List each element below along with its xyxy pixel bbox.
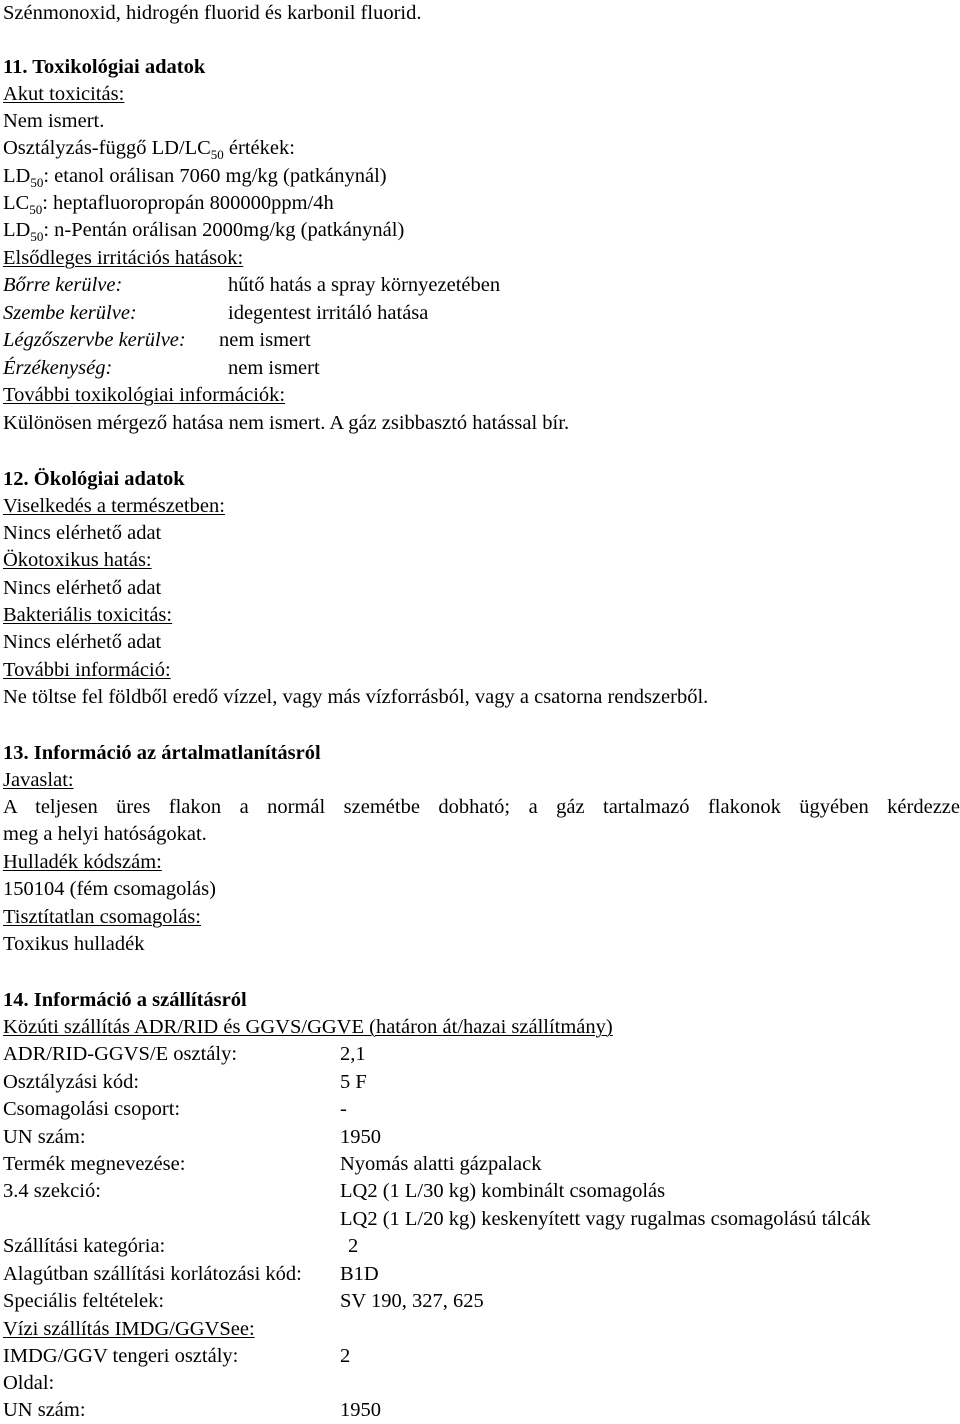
transport-row-value: Nyomás alatti gázpalack (340, 1153, 542, 1175)
transport-row-label: Termék megnevezése: (3, 1153, 186, 1175)
transport-row (3, 1178, 958, 1205)
transport-row-value: 2 (348, 1235, 359, 1257)
skin-label: Bőrre kerülve: (3, 274, 123, 296)
classification-subscript: 50 (210, 147, 224, 162)
section-14-heading: 14. Információ a szállításról (3, 989, 247, 1011)
bacterial-value: Nincs elérhető adat (3, 631, 162, 653)
transport-row-label: Alagútban szállítási korlátozási kód: (3, 1263, 302, 1285)
uncleaned-packaging-value: Toxikus hulladék (3, 933, 145, 955)
ld50-pentane-line (3, 217, 404, 244)
transport-row-value: LQ2 (1 L/20 kg) keskenyített vagy rugalmas csomagolású tálcák (340, 1208, 871, 1230)
transport-row (3, 1206, 958, 1233)
transport-row (3, 1069, 958, 1096)
ld50-label: LD (3, 219, 31, 241)
ld50-ethanol-value: : etanol orálisan 7060 mg/kg (patkánynál) (43, 165, 387, 187)
classification-text: Osztályzás-függő LD/LC (3, 137, 211, 159)
sea-transport-label: Vízi szállítás IMDG/GGVSee: (3, 1318, 255, 1340)
imdg-class-value: 2 (340, 1345, 351, 1367)
un-number-row (3, 1397, 958, 1424)
sensitivity-label: Érzékenység: (3, 357, 113, 379)
ld50-subscript: 50 (30, 175, 44, 190)
ld50-ethanol-line (3, 163, 387, 190)
section-11-heading: 11. Toxikológiai adatok (3, 56, 206, 78)
transport-row-label: UN szám: (3, 1126, 86, 1148)
transport-row-label: Speciális feltételek: (3, 1290, 165, 1312)
ld50-pentane-value: : n-Pentán orálisan 2000mg/kg (patkánynál) (43, 219, 405, 241)
skin-row (3, 272, 958, 299)
un-number-value: 1950 (340, 1399, 381, 1421)
sensitivity-value: nem ismert (228, 357, 320, 379)
transport-row (3, 1124, 958, 1151)
skin-value: hűtő hatás a spray környezetében (228, 274, 501, 296)
transport-row-value: LQ2 (1 L/30 kg) kombinált csomagolás (340, 1180, 666, 1202)
lc50-value: : heptafluoropropán 800000ppm/4h (42, 192, 334, 214)
further-tox-value: Különösen mérgező hatása nem ismert. A gáz zsibbasztó hatással bír. (3, 412, 570, 434)
uncleaned-packaging-label: Tisztítatlan csomagolás: (3, 906, 201, 928)
lc50-subscript: 50 (29, 202, 43, 217)
eye-label: Szembe kerülve: (3, 302, 137, 324)
classification-line (3, 135, 295, 162)
ld50-label: LD (3, 165, 31, 187)
lc50-line (3, 190, 334, 217)
un-number-label: UN szám: (3, 1399, 86, 1421)
transport-row-value: SV 190, 327, 625 (340, 1290, 484, 1312)
intro-line: Szénmonoxid, hidrogén fluorid és karbonil fluorid. (3, 2, 422, 24)
transport-row (3, 1233, 958, 1260)
respiratory-row (3, 327, 958, 354)
ecotox-label: Ökotoxikus hatás: (3, 549, 152, 571)
page-label: Oldal: (3, 1372, 55, 1394)
transport-row-label: Szállítási kategória: (3, 1235, 166, 1257)
transport-row (3, 1041, 958, 1068)
transport-row (3, 1261, 958, 1288)
transport-row-value: B1D (340, 1263, 379, 1285)
transport-row-value: 5 F (340, 1071, 367, 1093)
respiratory-value: nem ismert (219, 329, 311, 351)
proposal-line-1: A teljesen üres flakon a normál szemétbe dobható; a gáz tartalmazó flakonok ügyében kérdezze (3, 796, 960, 818)
classification-text-end: értékek: (223, 137, 295, 159)
proposal-line-2: meg a helyi hatóságokat. (3, 823, 207, 845)
waste-code-label: Hulladék kódszám: (3, 851, 162, 873)
acute-toxicity-value: Nem ismert. (3, 110, 105, 132)
further-tox-label: További toxikológiai információk: (3, 384, 286, 406)
bacterial-label: Bakteriális toxicitás: (3, 604, 173, 626)
transport-row (3, 1288, 958, 1315)
waste-code-value: 150104 (fém csomagolás) (3, 878, 216, 900)
transport-row-value: 1950 (340, 1126, 381, 1148)
transport-row-label: ADR/RID-GGVS/E osztály: (3, 1043, 238, 1065)
transport-row-label: Csomagolási csoport: (3, 1098, 181, 1120)
acute-toxicity-label: Akut toxicitás: (3, 83, 125, 105)
primary-irritation-label: Elsődleges irritációs hatások: (3, 247, 244, 269)
respiratory-label: Légzőszervbe kerülve: (3, 329, 186, 351)
imdg-class-label: IMDG/GGV tengeri osztály: (3, 1345, 239, 1367)
ld50-subscript: 50 (30, 229, 44, 244)
eye-value: idegentest irritáló hatása (228, 302, 429, 324)
ecotox-value: Nincs elérhető adat (3, 577, 162, 599)
transport-row (3, 1096, 958, 1123)
road-transport-label: Közúti szállítás ADR/RID és GGVS/GGVE (határon át/hazai szállítmány) (3, 1016, 613, 1038)
section-13-heading: 13. Információ az ártalmatlanításról (3, 742, 321, 764)
transport-row-label: Osztályzási kód: (3, 1071, 140, 1093)
lc50-label: LC (3, 192, 30, 214)
sensitivity-row (3, 355, 958, 382)
proposal-label: Javaslat: (3, 769, 74, 791)
section-12-heading: 12. Ökológiai adatok (3, 468, 185, 490)
eye-row (3, 300, 958, 327)
further-info-label: További információ: (3, 659, 171, 681)
transport-row (3, 1151, 958, 1178)
transport-row-label: 3.4 szekció: (3, 1180, 101, 1202)
further-info-value: Ne töltse fel földből eredő vízzel, vagy más vízforrásból, vagy a csatorna rendszerből. (3, 686, 709, 708)
imdg-class-row (3, 1343, 958, 1370)
transport-row-value: 2,1 (340, 1043, 366, 1065)
transport-row-value: - (340, 1098, 347, 1120)
behaviour-value: Nincs elérhető adat (3, 522, 162, 544)
behaviour-label: Viselkedés a természetben: (3, 495, 225, 517)
